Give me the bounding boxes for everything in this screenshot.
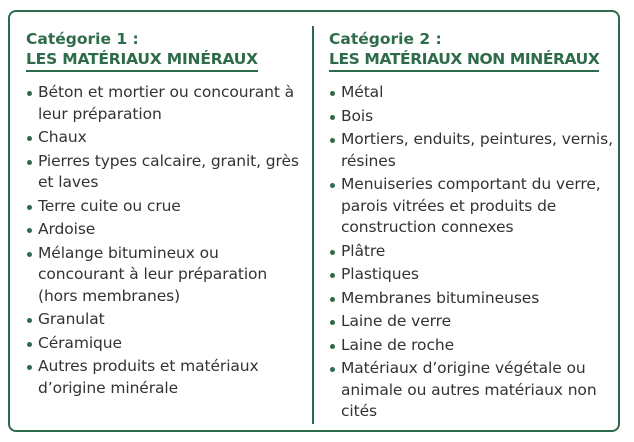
category-2-column [329,29,614,425]
list-item: Autres produits et matériaux d’origine minérale [26,356,306,399]
list-item: Laine de verre [329,311,614,333]
category-2-subtitle: LES MATÉRIAUX NON MINÉRAUX [329,49,599,72]
list-item: Plastiques [329,264,614,286]
list-item: Membranes bitumineuses [329,288,614,310]
list-item: Chaux [26,127,306,149]
list-item: Céramique [26,333,306,355]
list-item: Pierres types calcaire, granit, grès et laves [26,151,306,194]
list-item: Matériaux d’origine végétale ou animale ou autres matériaux non cités [329,358,614,423]
list-item: Ardoise [26,219,306,241]
category-1-list [26,82,306,399]
list-item: Béton et mortier ou concourant à leur préparation [26,82,306,125]
category-1-column [26,29,306,401]
list-item: Terre cuite ou crue [26,196,306,218]
category-2-title: Catégorie 2 : [329,30,442,48]
category-1-title: Catégorie 1 : [26,30,139,48]
category-2-list [329,82,614,423]
list-item: Plâtre [329,241,614,263]
list-item: Granulat [26,309,306,331]
list-item: Mortiers, enduits, peintures, vernis, résines [329,129,614,172]
column-divider [312,26,314,424]
list-item: Mélange bitumineux ou concourant à leur préparation (hors membranes) [26,243,306,308]
list-item: Bois [329,106,614,128]
category-1-subtitle: LES MATÉRIAUX MINÉRAUX [26,49,258,72]
list-item: Métal [329,82,614,104]
list-item: Laine de roche [329,335,614,357]
list-item: Menuiseries comportant du verre, parois vitrées et produits de construction connexes [329,174,614,239]
